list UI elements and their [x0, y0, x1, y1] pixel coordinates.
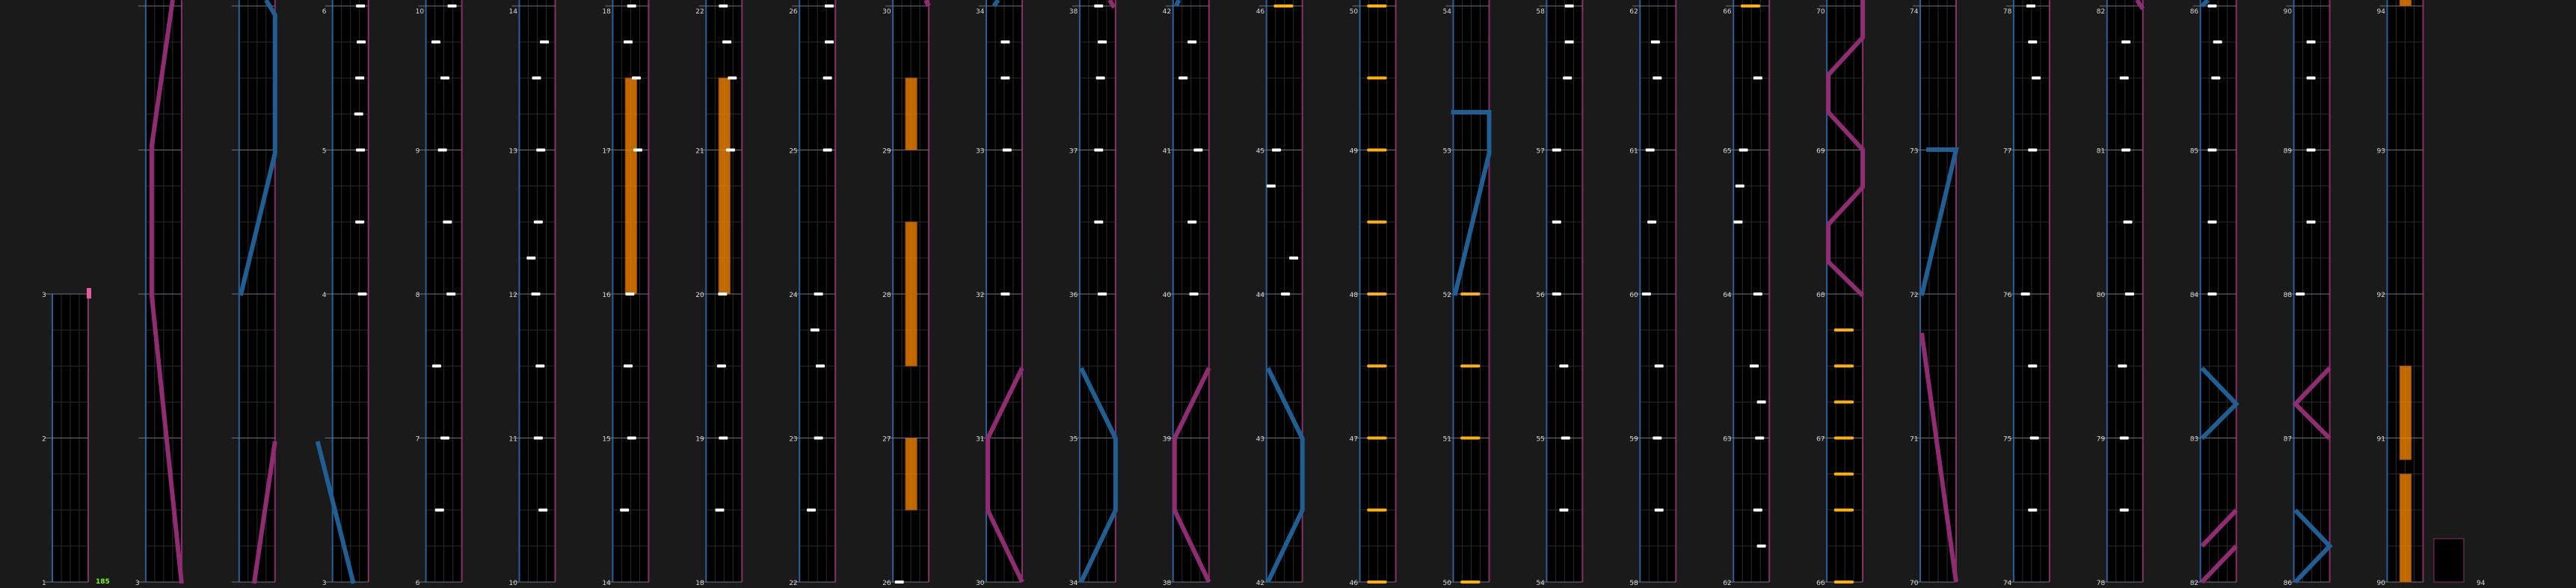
measure-number: 58 [1629, 580, 1638, 587]
lane-end-marker [87, 288, 91, 298]
measure-number: 13 [508, 147, 517, 156]
gold-tap-note [1367, 581, 1386, 584]
measure-number: 66 [1723, 8, 1732, 16]
tap-note [2296, 293, 2305, 295]
gold-tap-note [1834, 473, 1854, 476]
tap-note [1559, 509, 1568, 512]
measure-number: 6 [322, 8, 327, 16]
measure-number: 94 [2376, 8, 2385, 16]
measure-number: 50 [1349, 8, 1359, 16]
measure-number: 50 [1442, 580, 1451, 587]
tap-note [814, 437, 823, 440]
tap-note [1098, 40, 1107, 43]
tap-note [2307, 149, 2316, 152]
tap-note [2124, 221, 2133, 224]
tap-note [2208, 149, 2217, 152]
measure-number: 23 [789, 435, 798, 444]
measure-number: 30 [882, 8, 891, 16]
tap-note [728, 76, 737, 79]
gold-tap-note [1460, 364, 1480, 367]
measure-number: 73 [1910, 147, 1919, 156]
measure-number: 82 [2189, 580, 2199, 587]
tap-note [2118, 364, 2127, 367]
measure-number: 9 [415, 147, 420, 156]
tap-note [2307, 40, 2316, 43]
tap-note [526, 257, 535, 260]
measure-number: 62 [1629, 8, 1638, 16]
tap-note [440, 76, 449, 79]
measure-number: 59 [1629, 435, 1638, 444]
measure-number: 22 [789, 580, 798, 587]
tap-note [1655, 364, 1664, 367]
measure-number: 28 [882, 292, 891, 299]
tap-note [1094, 221, 1103, 224]
tap-note [627, 4, 636, 7]
gold-tap-note [1273, 4, 1293, 7]
tap-note [2125, 293, 2134, 295]
measure-number: 74 [2002, 580, 2012, 587]
gold-tap-note [1834, 364, 1854, 367]
measure-number: 75 [2002, 435, 2012, 444]
gold-tap-note [1367, 149, 1386, 152]
measure-number: 78 [2002, 8, 2012, 16]
measure-number: 14 [508, 8, 517, 16]
tap-note [1750, 364, 1759, 367]
tap-note [2028, 40, 2037, 43]
measure-number: 69 [1816, 147, 1825, 156]
tap-note [1753, 293, 1762, 295]
tap-note [717, 364, 726, 367]
measure-number: 14 [602, 580, 611, 587]
tap-note [1757, 545, 1766, 548]
tap-note [1000, 76, 1009, 79]
measure-number: 32 [976, 292, 985, 299]
measure-number: 65 [1723, 147, 1732, 156]
tap-note [1563, 76, 1572, 79]
gold-tap-note [1834, 581, 1854, 584]
measure-number: 94 [2477, 580, 2486, 587]
gold-tap-note [1834, 437, 1854, 440]
measure-number: 70 [1910, 580, 1919, 587]
tap-note [432, 364, 441, 367]
measure-number: 51 [1442, 435, 1451, 444]
measure-number: 82 [2096, 8, 2106, 16]
tap-note [1094, 4, 1103, 7]
gold-tap-note [1460, 437, 1480, 440]
gold-tap-note [1460, 581, 1480, 584]
gold-tap-note [1367, 364, 1386, 367]
tap-note [620, 509, 629, 512]
measure-number: 55 [1536, 435, 1545, 444]
gold-tap-note [1367, 221, 1386, 224]
tap-note [825, 40, 834, 43]
measure-number: 60 [1629, 292, 1638, 299]
measure-number: 15 [602, 435, 611, 444]
measure-number: 72 [1910, 292, 1919, 299]
tap-note [1653, 76, 1662, 79]
tap-note [2030, 437, 2039, 440]
tap-note [719, 437, 728, 440]
measure-number: 46 [1255, 8, 1265, 16]
tap-note [1565, 4, 1574, 7]
measure-number: 31 [976, 435, 985, 444]
tap-note [358, 293, 367, 295]
measure-number: 4 [322, 292, 327, 299]
tap-note [1187, 221, 1196, 224]
tap-note [2121, 149, 2130, 152]
tap-note [2307, 76, 2316, 79]
measure-number: 29 [882, 147, 891, 156]
measure-number: 20 [695, 292, 704, 299]
tap-note [448, 4, 457, 7]
tap-note [2026, 4, 2035, 7]
tap-note [540, 40, 549, 43]
measure-number: 3 [322, 580, 327, 587]
tap-note [2028, 149, 2037, 152]
measure-number: 42 [1255, 580, 1265, 587]
measure-number: 47 [1349, 435, 1359, 444]
tap-note [1281, 293, 1290, 295]
measure-number: 45 [1255, 147, 1265, 156]
tap-note [2208, 293, 2217, 295]
tap-note [2208, 221, 2217, 224]
measure-number: 90 [2283, 8, 2293, 16]
measure-number: 66 [1816, 580, 1825, 587]
gold-tap-note [1741, 4, 1760, 7]
tap-note [2213, 40, 2222, 43]
tap-note [2028, 364, 2037, 367]
combo-counter: 185 [96, 578, 110, 586]
gold-tap-note [1367, 437, 1386, 440]
measure-number: 52 [1442, 292, 1451, 299]
measure-number: 1 [42, 580, 46, 587]
gold-tap-note [1834, 400, 1854, 403]
measure-number: 58 [1536, 8, 1545, 16]
tap-note [624, 364, 633, 367]
measure-number: 71 [1910, 435, 1919, 444]
measure-number: 37 [1069, 147, 1078, 156]
measure-number: 79 [2096, 435, 2106, 444]
measure-number: 2 [42, 435, 46, 444]
measure-number: 18 [695, 580, 704, 587]
measure-number: 41 [1162, 147, 1172, 156]
tap-note [355, 221, 364, 224]
measure-number: 61 [1629, 147, 1638, 156]
measure-number: 27 [882, 435, 891, 444]
tap-note [1289, 257, 1298, 260]
measure-number: 90 [2376, 580, 2385, 587]
measure-number: 38 [1069, 8, 1078, 16]
tap-note [1272, 149, 1281, 152]
measure-number: 81 [2096, 147, 2106, 156]
tap-note [1096, 76, 1105, 79]
measure-number: 76 [2002, 292, 2012, 299]
measure-number: 21 [695, 147, 704, 156]
tap-note [1098, 293, 1107, 295]
measure-number: 39 [1162, 435, 1172, 444]
tap-note [625, 293, 634, 295]
measure-number: 3 [135, 580, 140, 587]
measure-number: 42 [1162, 8, 1172, 16]
tap-note [2028, 509, 2037, 512]
measure-number: 53 [1442, 147, 1451, 156]
tap-note [1267, 185, 1276, 188]
measure-number: 78 [2096, 580, 2106, 587]
measure-number: 68 [1816, 292, 1825, 299]
measure-number: 43 [1255, 435, 1265, 444]
tap-note [1552, 293, 1561, 295]
tap-note [1736, 185, 1745, 188]
tap-note [1000, 293, 1009, 295]
measure-number: 88 [2283, 292, 2293, 299]
measure-number: 30 [976, 580, 985, 587]
measure-number: 57 [1536, 147, 1545, 156]
tap-note [1647, 221, 1656, 224]
measure-number: 38 [1162, 580, 1172, 587]
tap-note [1757, 400, 1766, 403]
hold-note [906, 222, 917, 294]
tap-note [536, 149, 545, 152]
measure-number: 92 [2376, 292, 2385, 299]
measure-number: 56 [1536, 292, 1545, 299]
measure-number: 54 [1442, 8, 1451, 16]
hold-note [2400, 366, 2411, 459]
measure-number: 89 [2283, 147, 2293, 156]
measure-number: 17 [602, 147, 611, 156]
measure-number: 40 [1162, 292, 1172, 299]
tap-note [1565, 40, 1574, 43]
tap-note [1655, 509, 1664, 512]
tap-note [825, 4, 834, 7]
measure-number: 5 [322, 147, 327, 156]
tap-note [534, 437, 543, 440]
tap-note [1755, 437, 1764, 440]
tap-note [1733, 221, 1742, 224]
tap-note [811, 328, 820, 331]
slide-path [926, 0, 929, 6]
measure-number: 10 [508, 580, 517, 587]
tap-note [1753, 76, 1762, 79]
gold-tap-note [1367, 293, 1386, 295]
tap-note [1646, 149, 1655, 152]
measure-number: 8 [415, 292, 420, 299]
hold-note [906, 294, 917, 366]
measure-number: 18 [602, 8, 611, 16]
gold-tap-note [1367, 4, 1386, 7]
tap-note [627, 437, 636, 440]
measure-number: 26 [882, 580, 891, 587]
measure-number: 34 [1069, 580, 1078, 587]
tap-note [1190, 293, 1199, 295]
measure-number: 6 [415, 580, 420, 587]
tap-note [2120, 437, 2129, 440]
measure-number: 67 [1816, 435, 1825, 444]
tap-note [1000, 40, 1009, 43]
measure-number: 10 [415, 8, 425, 16]
tap-note [1193, 149, 1202, 152]
measure-number: 26 [789, 8, 798, 16]
tap-note [535, 364, 544, 367]
tap-note [356, 4, 365, 7]
tap-note [2121, 40, 2130, 43]
tap-note [443, 221, 452, 224]
tap-note [1187, 40, 1196, 43]
measure-number: 36 [1069, 292, 1078, 299]
tap-note [534, 221, 543, 224]
measure-number: 3 [42, 292, 46, 299]
tap-note [722, 40, 731, 43]
measure-number: 63 [1723, 435, 1732, 444]
tap-note [2211, 76, 2220, 79]
measure-number: 24 [789, 292, 798, 299]
tap-note [1739, 149, 1748, 152]
measure-number: 64 [1723, 292, 1732, 299]
measure-number: 86 [2189, 8, 2199, 16]
tap-note [1753, 509, 1762, 512]
measure-number: 19 [695, 435, 704, 444]
tap-note [719, 4, 728, 7]
tap-note [816, 364, 825, 367]
tap-note [1552, 221, 1561, 224]
tap-note [438, 149, 447, 152]
tap-note [1094, 149, 1103, 152]
tap-note [532, 76, 541, 79]
hold-note [625, 78, 636, 294]
tap-note [632, 76, 641, 79]
tap-note [1559, 364, 1568, 367]
measure-number: 49 [1349, 147, 1359, 156]
measure-number: 77 [2002, 147, 2012, 156]
measure-number: 44 [1255, 292, 1265, 299]
gold-tap-note [1367, 76, 1386, 79]
gold-tap-note [1834, 328, 1854, 331]
tap-note [440, 437, 449, 440]
gold-tap-note [1460, 293, 1480, 295]
tap-note [624, 40, 633, 43]
tap-note [435, 509, 444, 512]
tap-note [823, 149, 832, 152]
measure-number: 11 [508, 435, 517, 444]
gold-tap-note [1367, 509, 1386, 512]
measure-number: 25 [789, 147, 798, 156]
tap-note [446, 293, 455, 295]
measure-number: 48 [1349, 292, 1359, 299]
tap-note [1178, 76, 1187, 79]
tap-note [823, 76, 832, 79]
tap-note [716, 509, 725, 512]
tap-note [357, 40, 366, 43]
tap-note [2307, 221, 2316, 224]
tap-note [1651, 40, 1660, 43]
tap-note [726, 149, 735, 152]
tap-note [895, 581, 904, 584]
tap-note [356, 149, 365, 152]
tap-note [2208, 4, 2217, 7]
tap-note [807, 509, 816, 512]
measure-number: 16 [602, 292, 611, 299]
tap-note [633, 149, 642, 152]
hold-note [906, 438, 917, 510]
tap-note [2021, 293, 2030, 295]
tap-note [538, 509, 547, 512]
measure-number: 84 [2189, 292, 2199, 299]
lane-background [2434, 539, 2464, 582]
tap-note [814, 293, 823, 295]
measure-number: 86 [2283, 580, 2293, 587]
tap-note [1552, 149, 1561, 152]
tap-note [2120, 76, 2129, 79]
tap-note [431, 40, 440, 43]
tap-note [532, 293, 541, 295]
measure-number: 83 [2189, 435, 2199, 444]
hold-note [2400, 0, 2411, 6]
tap-note [2120, 509, 2129, 512]
measure-number: 70 [1816, 8, 1825, 16]
tap-note [355, 76, 364, 79]
slide-path [1176, 0, 1179, 6]
measure-number: 93 [2376, 147, 2385, 156]
measure-number: 85 [2189, 147, 2199, 156]
hold-note [719, 78, 730, 294]
tap-note [354, 112, 363, 115]
measure-number: 12 [508, 292, 517, 299]
measure-number: 62 [1723, 580, 1732, 587]
measure-number: 54 [1536, 580, 1545, 587]
measure-number: 22 [695, 8, 704, 16]
tap-note [1642, 293, 1651, 295]
measure-number: 87 [2283, 435, 2293, 444]
gold-tap-note [1834, 509, 1854, 512]
measure-number: 34 [976, 8, 985, 16]
hold-note [906, 78, 917, 150]
tap-note [1653, 437, 1662, 440]
measure-number: 80 [2096, 292, 2106, 299]
measure-number: 7 [415, 435, 420, 444]
measure-number: 35 [1069, 435, 1078, 444]
measure-number: 33 [976, 147, 985, 156]
tap-note [2032, 76, 2041, 79]
measure-number: 46 [1349, 580, 1359, 587]
hold-note [2400, 474, 2411, 582]
tap-note [1003, 149, 1012, 152]
tap-note [718, 293, 727, 295]
measure-number: 91 [2376, 435, 2385, 444]
tap-note [1561, 437, 1570, 440]
measure-number: 74 [1910, 8, 1919, 16]
